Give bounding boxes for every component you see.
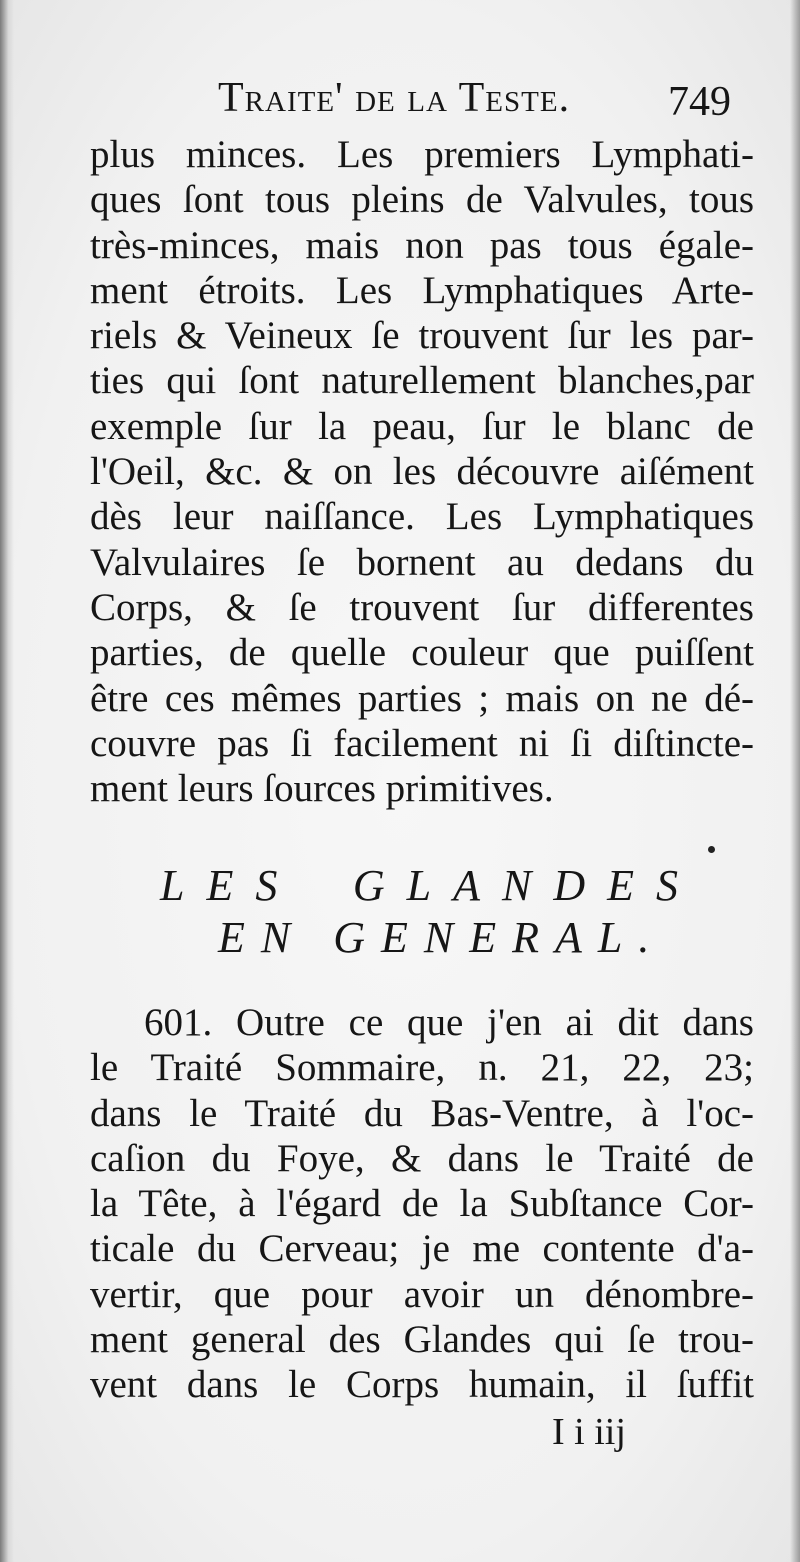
section-heading-text: LES GLANDES bbox=[160, 861, 700, 910]
page-edge-shadow bbox=[790, 0, 800, 1562]
text-line: ticale du Cerveau; je me contente d'a- bbox=[90, 1227, 754, 1271]
section-body-text bbox=[90, 1000, 754, 1408]
text-line: ment étroits. Les Lymphatiques Arte- bbox=[90, 268, 754, 312]
text-line: être ces mêmes parties ; mais on ne dé- bbox=[90, 676, 754, 720]
text-line: le Traité Sommaire, n. 21, 22, 23; bbox=[90, 1046, 754, 1090]
body-text bbox=[90, 132, 754, 811]
signature-mark: I i iij bbox=[552, 1411, 626, 1453]
section-heading-text: EN GENERAL. bbox=[218, 913, 666, 962]
text-line: couvre pas ſi facilement ni ſi diſtincte- bbox=[90, 721, 754, 765]
text-line: ment leurs ſources primitives. bbox=[90, 767, 554, 811]
text-line: caſion du Foye, & dans le Traité de bbox=[90, 1136, 754, 1180]
paragraph-first-line: 601. Outre ce que j'en ai dit dans bbox=[144, 1001, 754, 1044]
text-line: vertir, que pour avoir un dénombre- bbox=[90, 1272, 754, 1316]
ink-speck bbox=[708, 846, 715, 853]
text-line: dès leur naiſſance. Les Lymphatiques bbox=[90, 495, 754, 539]
running-head-title: Traite' de la Teste. bbox=[218, 75, 571, 121]
text-line: exemple ſur la peau, ſur le blanc de bbox=[90, 404, 754, 448]
text-line: Corps, & ſe trouvent ſur differentes bbox=[90, 585, 754, 629]
text-line: riels & Veineux ſe trouvent ſur les par- bbox=[90, 314, 754, 358]
text-line: ties qui ſont naturellement blanches,par bbox=[90, 359, 754, 403]
running-head bbox=[0, 74, 800, 134]
text-line: ment general des Glandes qui ſe trou- bbox=[90, 1318, 754, 1362]
page-number: 749 bbox=[668, 79, 731, 125]
text-line: très-minces, mais non pas tous égale- bbox=[90, 223, 754, 267]
text-line: parties, de quelle couleur que puiſſent bbox=[90, 631, 754, 675]
text-line: ques ſont tous pleins de Valvules, tous bbox=[90, 178, 754, 222]
text-line: l'Oeil, &c. & on les découvre aiſément bbox=[90, 450, 754, 494]
text-line: la Tête, à l'égard de la Subſtance Cor- bbox=[90, 1182, 754, 1226]
page-gutter-shadow bbox=[0, 0, 14, 1562]
text-line: dans le Traité du Bas-Ventre, à l'oc- bbox=[90, 1091, 754, 1135]
text-line: vent dans le Corps humain, il ſuffit bbox=[90, 1363, 754, 1407]
text-line: Valvulaires ſe bornent au dedans du bbox=[90, 540, 754, 584]
text-line: plus minces. Les premiers Lymphati- bbox=[90, 133, 754, 176]
